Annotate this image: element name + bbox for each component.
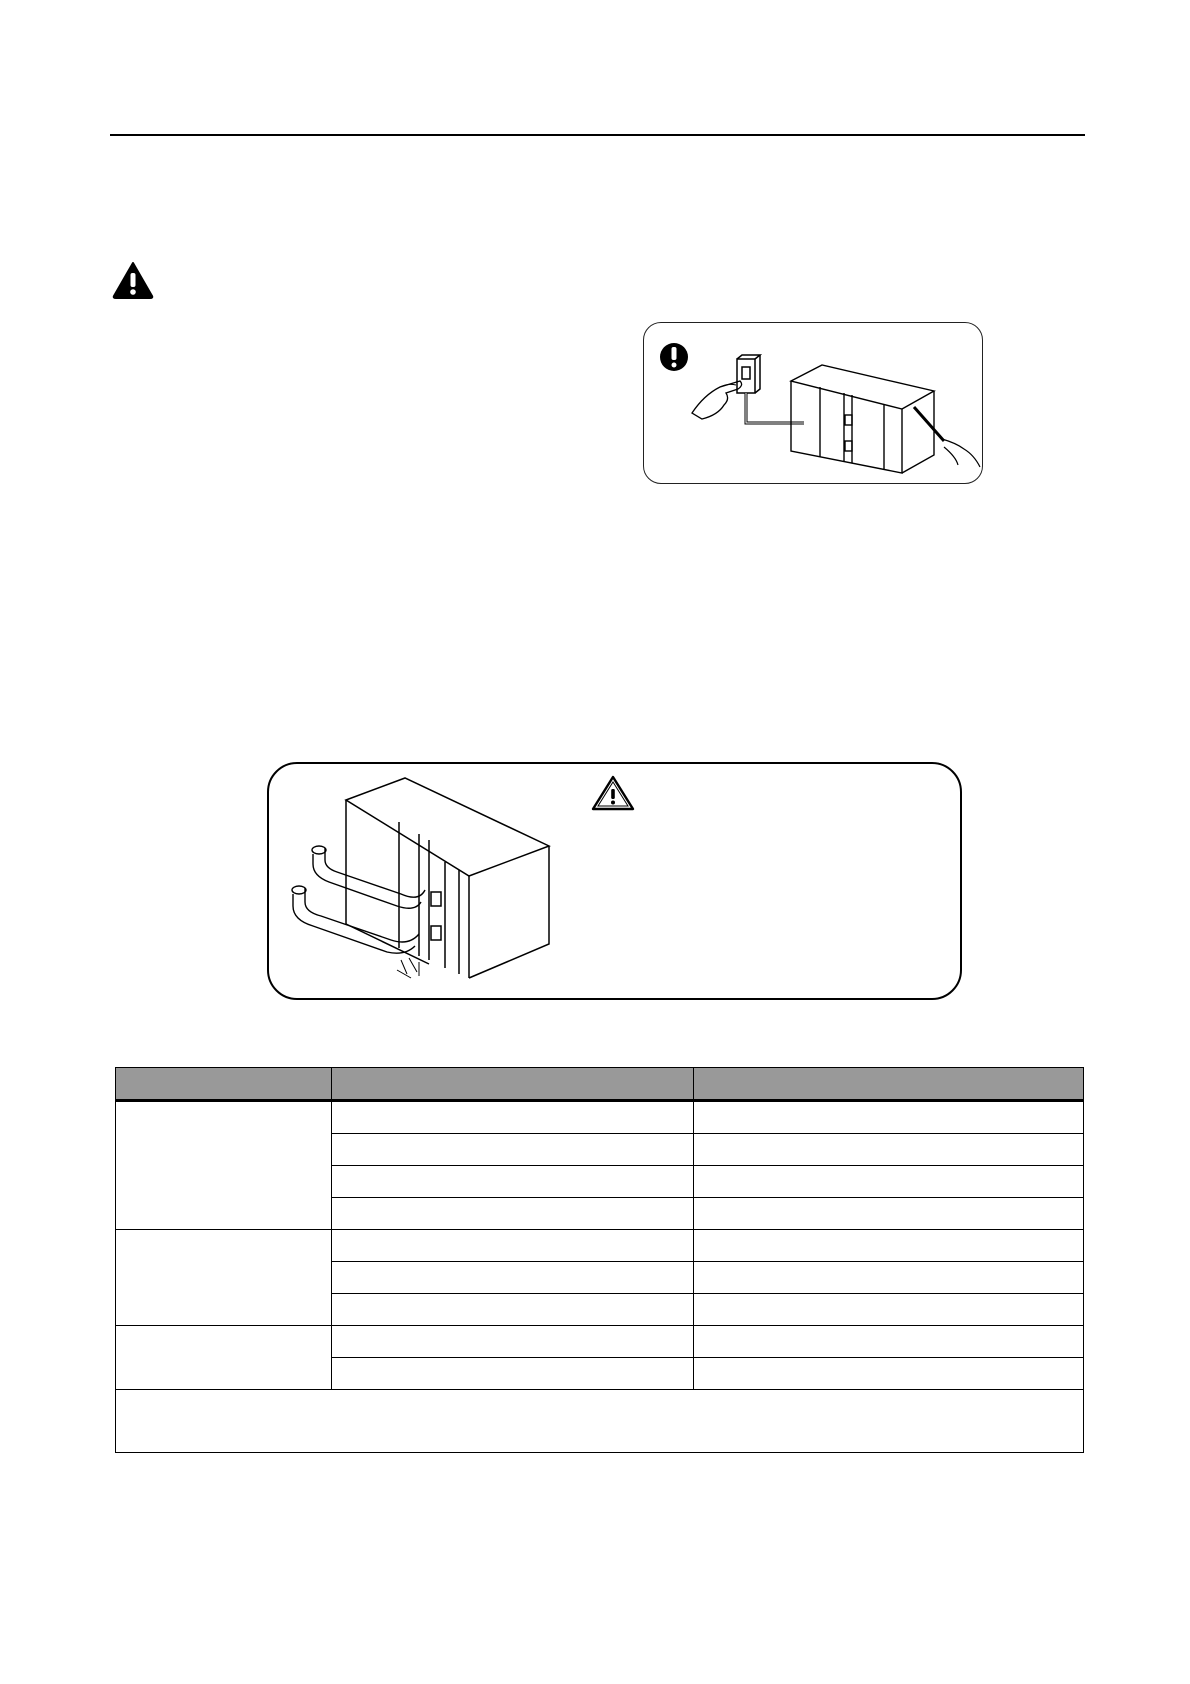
power-switch-unit-drawing bbox=[644, 323, 983, 484]
caution-triangle-icon bbox=[590, 774, 636, 812]
header-cell-3 bbox=[694, 1068, 1084, 1101]
group-label bbox=[116, 1230, 332, 1326]
table-cell bbox=[332, 1358, 694, 1390]
table-cell bbox=[332, 1294, 694, 1326]
warning-triangle-icon bbox=[112, 261, 154, 299]
table-cell bbox=[694, 1326, 1084, 1358]
table-header-row bbox=[116, 1068, 1084, 1101]
group-label bbox=[116, 1326, 332, 1390]
screwdriver bbox=[914, 407, 944, 441]
table-cell bbox=[694, 1166, 1084, 1198]
table-note bbox=[116, 1390, 1084, 1453]
table-row bbox=[116, 1326, 1084, 1358]
table-cell bbox=[332, 1134, 694, 1166]
table-note-row bbox=[116, 1390, 1084, 1453]
header-cell-2 bbox=[332, 1068, 694, 1101]
heat-pump-unit-small bbox=[791, 365, 934, 473]
table-cell bbox=[694, 1294, 1084, 1326]
table-cell bbox=[694, 1262, 1084, 1294]
table-cell bbox=[332, 1326, 694, 1358]
table-cell bbox=[332, 1101, 694, 1134]
table-row bbox=[116, 1230, 1084, 1262]
water-pipes bbox=[292, 846, 425, 953]
group-label bbox=[116, 1101, 332, 1230]
table-cell bbox=[694, 1230, 1084, 1262]
table-cell bbox=[332, 1262, 694, 1294]
table-cell bbox=[332, 1198, 694, 1230]
spec-table bbox=[115, 1067, 1084, 1453]
table-cell bbox=[332, 1230, 694, 1262]
hand-left bbox=[692, 381, 742, 419]
power-off-illustration bbox=[643, 322, 983, 484]
header-cell-1 bbox=[116, 1068, 332, 1101]
table-cell bbox=[694, 1134, 1084, 1166]
table-cell bbox=[694, 1198, 1084, 1230]
table-row bbox=[116, 1101, 1084, 1134]
leak-spark bbox=[397, 958, 419, 978]
header-rule bbox=[110, 134, 1085, 136]
table-cell bbox=[694, 1358, 1084, 1390]
exclamation-circle-icon bbox=[660, 343, 688, 371]
table-cell bbox=[332, 1166, 694, 1198]
table-cell bbox=[694, 1101, 1084, 1134]
